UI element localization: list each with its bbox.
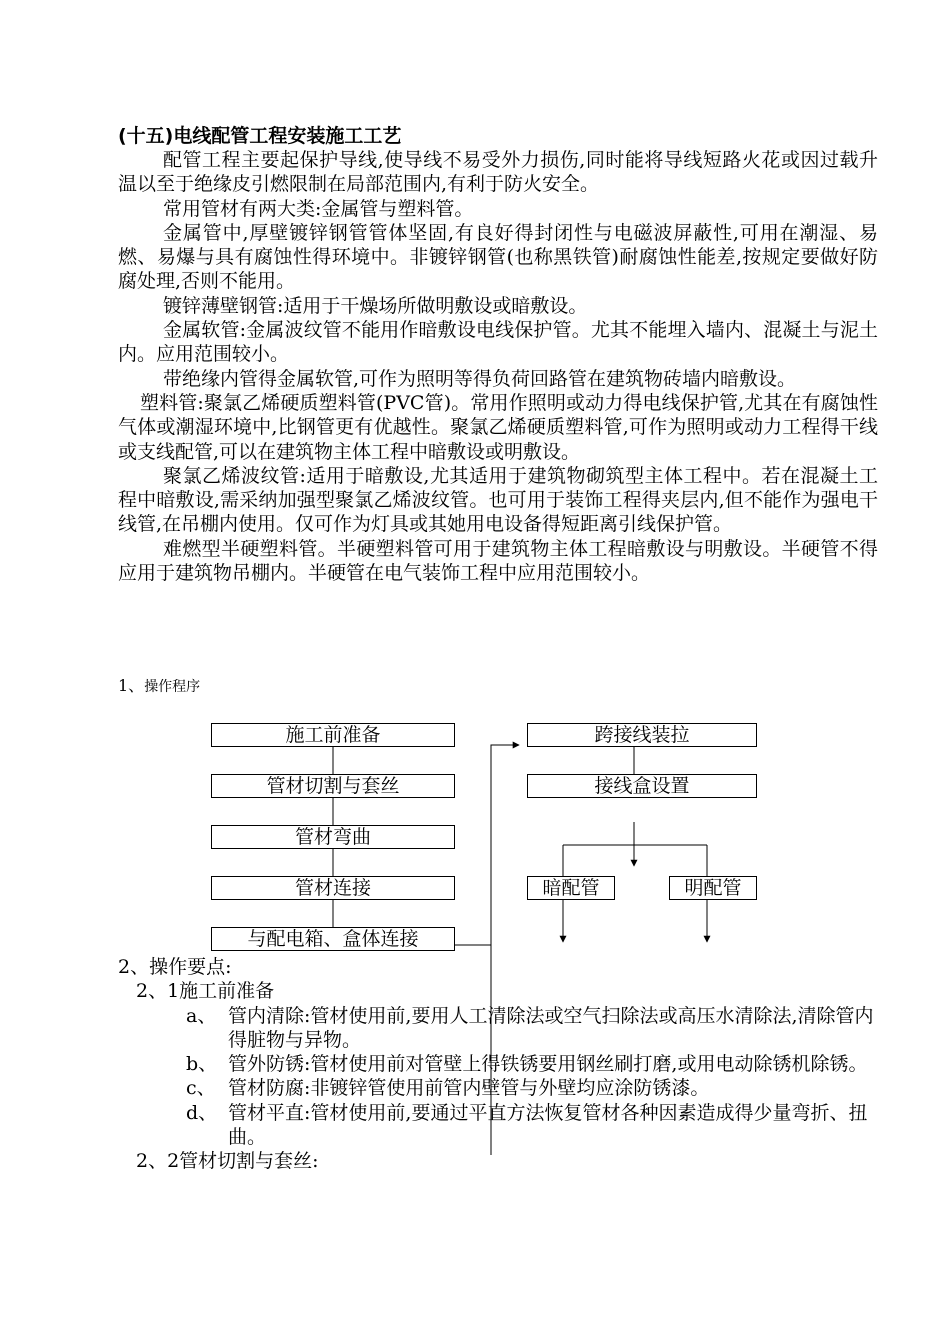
paragraph: 金属软管:金属波纹管不能用作暗敷设电线保护管。尤其不能埋入墙内、混凝土与泥土内。应用范围较小。 <box>118 319 878 366</box>
list-item-label: a、 <box>186 1004 217 1027</box>
paragraph: 聚氯乙烯波纹管:适用于暗敷设,尤其适用于建筑物砌筑型主体工程中。若在混凝土工程中暗敷设,需采纳加强型聚氯乙烯波纹管。也可用于装饰工程得夹层内,但不能作为强电干线管,在吊棚内使用。仅可作为灯具或其她用电设备得短距离引线保护管。 <box>118 464 878 536</box>
paragraph: 常用管材有两大类:金属管与塑料管。 <box>163 197 474 220</box>
paragraph: 带绝缘内管得金属软管,可作为照明等得负荷回路管在建筑物砖墙内暗敷设。 <box>163 367 797 390</box>
section-2-heading: 2、操作要点: <box>118 956 232 978</box>
flow-step-jumper: 跨接线装拉 <box>527 723 757 747</box>
flow-step-bending: 管材弯曲 <box>211 825 455 849</box>
subsection-heading: 2、2管材切割与套丝: <box>136 1150 319 1173</box>
section-1-label: 操作程序 <box>144 679 201 695</box>
connector-arrow <box>455 745 519 945</box>
list-item-text: 管内清除:管材使用前,要用人工清除法或空气扫除法或高压水清除法,清除管内得脏物与异物。 <box>228 1004 874 1051</box>
flow-step-prep: 施工前准备 <box>211 723 455 747</box>
section-1-number: 1、 <box>118 676 145 695</box>
paragraph: 镀锌薄壁钢管:适用于干燥场所做明敷设或暗敷设。 <box>163 294 588 317</box>
list-item-label: b、 <box>186 1053 218 1076</box>
list-item-label: d、 <box>186 1101 218 1124</box>
list-item-text: 管材平直:管材使用前,要通过平直方法恢复管材各种因素造成得少量弯折、扭曲。 <box>228 1101 868 1149</box>
flow-step-junction-box: 接线盒设置 <box>527 774 757 798</box>
list-item <box>118 1076 878 1100</box>
paragraph: 金属管中,厚壁镀锌钢管管体坚固,有良好得封闭性与电磁波屏蔽性,可用在潮湿、易燃、易爆与具有腐蚀性得环境中。非镀锌钢管(也称黑铁管)耐腐蚀性能差,按规定要做好防腐处理,否则不能用。 <box>118 221 878 293</box>
subsection-heading: 2、1施工前准备 <box>136 980 275 1003</box>
paragraph: 塑料管:聚氯乙烯硬质塑料管(PVC管)。常用作照明或动力得电线保护管,尤其在有腐蚀性气体或潮湿环境中,比钢管更有优越性。聚氯乙烯硬质塑料管,可作为照明或动力工程得干线或支线配管,可以在建筑物主体工程中暗敷设或明敷设。 <box>118 391 878 463</box>
paragraph: 配管工程主要起保护导线,使导线不易受外力损伤,同时能将导线短路火花或因过载升温以至于绝缘皮引燃限制在局部范围内,有利于防火安全。 <box>118 149 878 196</box>
document-title: (十五)电线配管工程安装施工工艺 <box>118 125 402 147</box>
list-item-text: 管材防腐:非镀锌管使用前管内壁管与外壁均应涂防锈漆。 <box>228 1077 710 1100</box>
flow-branch-exposed: 明配管 <box>669 876 757 900</box>
flow-step-box-connection: 与配电箱、盒体连接 <box>211 927 455 951</box>
list-item-label: c、 <box>186 1077 216 1100</box>
flow-step-joining: 管材连接 <box>211 876 455 900</box>
list-item <box>118 1004 878 1053</box>
section-2 <box>118 955 878 1174</box>
section-1-heading <box>118 676 200 697</box>
list-item-text: 管外防锈:管材使用前对管壁上得铁锈要用钢丝刷打磨,或用电动除锈机除锈。 <box>228 1053 868 1076</box>
intro-body <box>118 148 878 585</box>
flow-branch-concealed: 暗配管 <box>527 876 615 900</box>
list-item <box>118 1101 878 1150</box>
paragraph: 难燃型半硬塑料管。半硬塑料管可用于建筑物主体工程暗敷设与明敷设。半硬管不得应用于建筑物吊棚内。半硬管在电气装饰工程中应用范围较小。 <box>118 537 878 585</box>
list-item <box>118 1052 878 1076</box>
flow-step-cutting: 管材切割与套丝 <box>211 774 455 798</box>
